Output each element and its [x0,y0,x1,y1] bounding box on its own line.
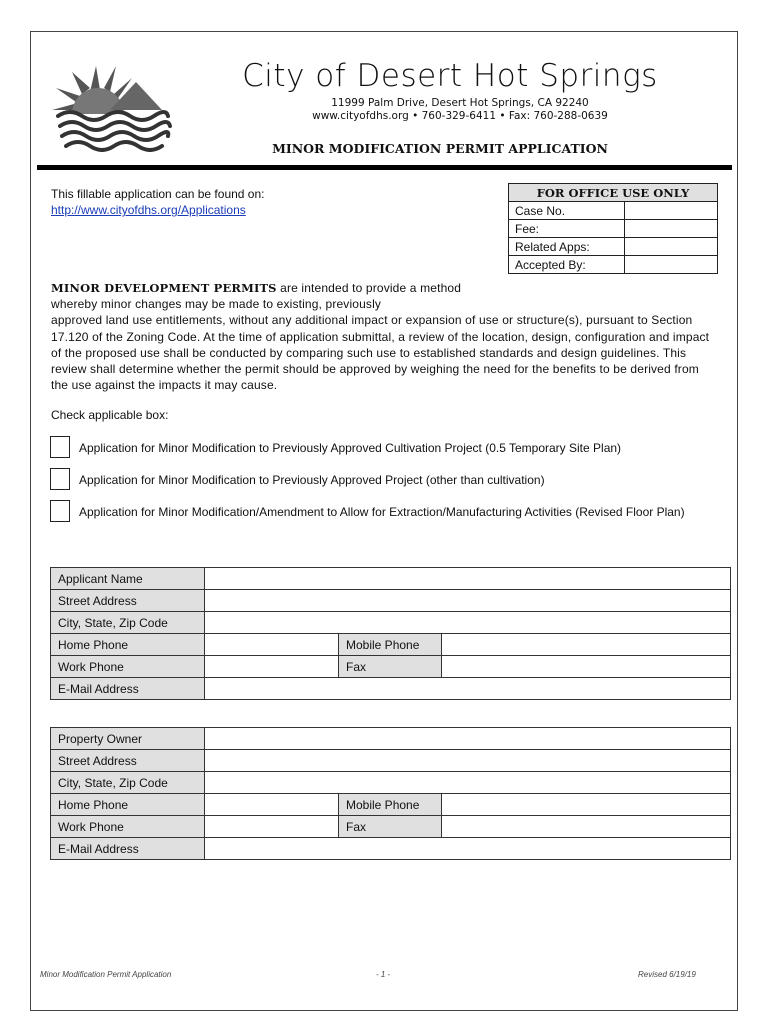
office-row-label: Case No. [509,202,625,220]
description [51,280,719,393]
applicant-city-input[interactable] [212,613,727,633]
footer-page-number: - 1 - [376,970,391,979]
city-title: City of Desert Hot Springs [242,58,658,94]
intro-text: This fillable application can be found on: [51,187,265,201]
applicant-email-input[interactable] [212,679,727,699]
description-rest: approved land use entitlements, without any additional impact or expansion of use or structure(s), pursuant to Section 17.120 of the Zoning Code. At the time of application submittal, a review of the location, design, configuration and impact of the proposed use shall be conducted by comparing such use to established standards and design guidelines. This review shall determine whether the permit should be approved by weighing the need for the benefits to be derived from the use against the impacts it may cause. [51,313,710,393]
form-title: MINOR MODIFICATION PERMIT APPLICATION [272,141,608,156]
fee-field [625,220,718,238]
applicant-street-input[interactable] [212,591,727,611]
applicant-home-input[interactable] [212,635,335,655]
office-row-label: Fee: [509,220,625,238]
footer-revised: Revised 6/19/19 [638,970,696,979]
owner-mobile-label: Mobile Phone [339,794,442,816]
owner-city-label: City, State, Zip Code [51,772,205,794]
option-label: Application for Minor Modification/Amendment to Allow for Extraction/Manufacturing Activities (Revised Floor Plan) [79,505,685,519]
owner-email-label: E-Mail Address [51,838,205,860]
owner-work-label: Work Phone [51,816,205,838]
owner-street-input[interactable] [212,751,727,771]
applicant-fax-label: Fax [339,656,442,678]
page-border [30,31,738,1011]
option-label: Application for Minor Modification to Previously Approved Cultivation Project (0.5 Temporary Site Plan) [79,441,622,455]
applicant-mobile-label: Mobile Phone [339,634,442,656]
applicant-city-label: City, State, Zip Code [51,612,205,634]
owner-mobile-input[interactable] [449,795,727,815]
applicant-fax-input[interactable] [449,657,727,677]
option-label: Application for Minor Modification to Previously Approved Project (other than cultivation) [79,473,545,487]
owner-street-label: Street Address [51,750,205,772]
owner-home-input[interactable] [212,795,335,815]
applicant-mobile-input[interactable] [449,635,727,655]
checkbox-extraction[interactable] [50,500,70,522]
description-line2: whereby minor changes may be made to existing, previously [51,297,382,312]
applicant-work-label: Work Phone [51,656,205,678]
description-line1: are intended to provide a method [276,281,462,295]
case-no-field [625,202,718,220]
accepted-by-field [625,256,718,274]
owner-name-label: Property Owner [51,728,205,750]
applicant-table [50,567,731,700]
intro [51,186,264,218]
applicant-name-label: Applicant Name [51,568,205,590]
related-apps-field [625,238,718,256]
applications-link[interactable]: http://www.cityofdhs.org/Applications [51,203,246,217]
description-bold: MINOR DEVELOPMENT PERMITS [51,281,277,295]
city-contact: www.cityofdhs.org • 760-329-6411 • Fax: 760-288-0639 [312,110,608,122]
applicant-email-label: E-Mail Address [51,678,205,700]
applicant-home-label: Home Phone [51,634,205,656]
owner-table [50,727,731,860]
applicant-street-label: Street Address [51,590,205,612]
city-logo [50,52,174,152]
city-address: 11999 Palm Drive, Desert Hot Springs, CA 92240 [331,97,589,109]
office-row-label: Accepted By: [509,256,625,274]
owner-home-label: Home Phone [51,794,205,816]
checkbox-other[interactable] [50,468,70,490]
office-use-title: FOR OFFICE USE ONLY [509,184,718,202]
owner-fax-label: Fax [339,816,442,838]
applicant-name-input[interactable] [212,569,727,589]
owner-email-input[interactable] [212,839,727,859]
office-use-table [508,183,718,274]
check-label: Check applicable box: [51,408,169,422]
checkbox-cultivation[interactable] [50,436,70,458]
owner-fax-input[interactable] [449,817,727,837]
owner-name-input[interactable] [212,729,727,749]
applicant-work-input[interactable] [212,657,335,677]
footer-left: Minor Modification Permit Application [40,970,172,979]
owner-work-input[interactable] [212,817,335,837]
office-row-label: Related Apps: [509,238,625,256]
owner-city-input[interactable] [212,773,727,793]
header-rule [37,165,732,170]
